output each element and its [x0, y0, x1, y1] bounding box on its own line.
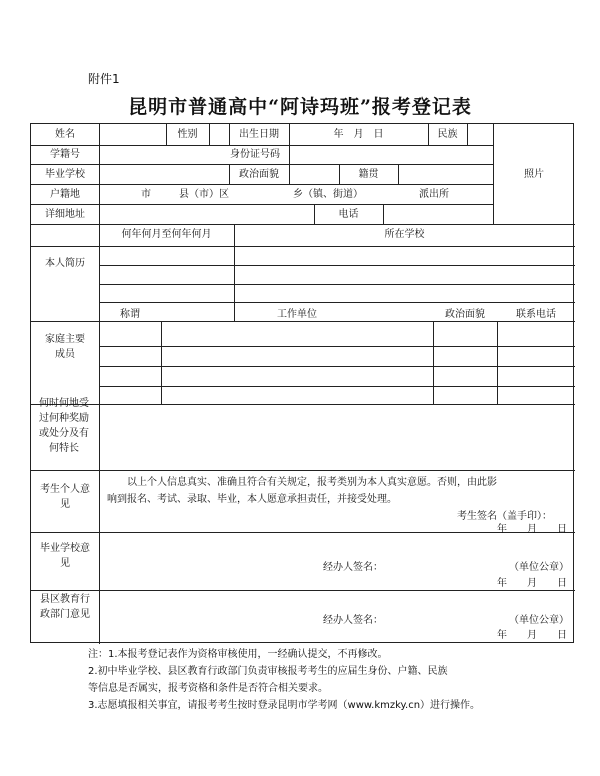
- attachment-label: 附件1: [88, 72, 120, 86]
- applicant-date: 年 月 日: [497, 524, 567, 535]
- label-id-number: 身份证号码: [230, 149, 280, 160]
- resume-col-school: 所在学校: [384, 229, 425, 240]
- label-phone: 电话: [338, 209, 359, 220]
- label-gender: 性别: [177, 129, 198, 140]
- label-birthdate: 出生日期: [239, 129, 279, 140]
- edu-date: 年 月 日: [497, 630, 567, 641]
- edu-seal: （单位公章）: [509, 615, 569, 626]
- registration-form-table: [30, 123, 574, 643]
- birthdate-format: 年 月 日: [333, 129, 384, 140]
- note-2b: 等信息是否属实，报考资格和条件是否符合相关要求。: [88, 683, 328, 694]
- label-photo: 照片: [524, 169, 544, 180]
- label-township: 乡（镇、街道）: [293, 189, 363, 200]
- label-native-place: 籍贯: [358, 169, 379, 180]
- applicant-statement-line2: 响到报名、考试、录取、毕业，本人愿意承担责任，并接受处理。: [107, 494, 397, 505]
- label-school-opinion: 毕业学校意见: [40, 543, 90, 569]
- form-title: 昆明市普通高中“阿诗玛班”报考登记表: [128, 96, 472, 118]
- label-resume: 本人简历: [45, 258, 85, 269]
- label-graduated-school: 毕业学校: [45, 169, 85, 180]
- label-edu-dept-opinion: 县区教育行政部门意见: [40, 594, 90, 620]
- label-awards: 何时何地受过何种奖励或处分及有何特长: [39, 398, 89, 454]
- school-date: 年 月 日: [497, 578, 567, 589]
- label-ethnicity: 民族: [437, 129, 458, 140]
- label-name: 姓名: [55, 129, 75, 140]
- note-2a: 2.初中毕业学校、县区教育行政部门负责审核报考考生的应届生身份、户籍、民族: [88, 666, 448, 677]
- label-city: 市: [141, 189, 151, 200]
- applicant-signature: 考生签名（盖手印）：: [457, 511, 552, 522]
- family-col-political: 政治面貌: [445, 309, 485, 320]
- school-handler-signature: 经办人签名：: [323, 562, 383, 573]
- family-col-phone: 联系电话: [516, 309, 556, 320]
- label-student-id: 学籍号: [50, 149, 80, 160]
- label-address: 详细地址: [45, 209, 85, 220]
- label-family-members: 家庭主要成员: [45, 334, 85, 360]
- label-political-status: 政治面貌: [239, 169, 279, 180]
- note-1: 注：1.本报考登记表作为资格审核使用，一经确认提交，不再修改。: [88, 649, 388, 660]
- notes: [88, 646, 568, 714]
- family-col-title: 称谓: [120, 309, 140, 320]
- label-applicant-opinion: 考生个人意见: [40, 484, 90, 510]
- label-household: 户籍地: [50, 189, 80, 200]
- edu-handler-signature: 经办人签名：: [323, 615, 383, 626]
- family-col-workplace: 工作单位: [277, 309, 317, 320]
- school-seal: （单位公章）: [509, 562, 569, 573]
- label-police-station: 派出所: [419, 189, 449, 200]
- applicant-statement-line1: 以上个人信息真实、准确且符合有关规定，报考类别为本人真实意愿。否则，由此影: [127, 477, 497, 488]
- label-county: 县（市）区: [179, 189, 229, 200]
- resume-col-period: 何年何月至何年何月: [121, 229, 212, 240]
- note-3: 3.志愿填报相关事宜，请报考考生按时登录昆明市学考网（www.kmzky.cn）进行操作。: [88, 700, 481, 711]
